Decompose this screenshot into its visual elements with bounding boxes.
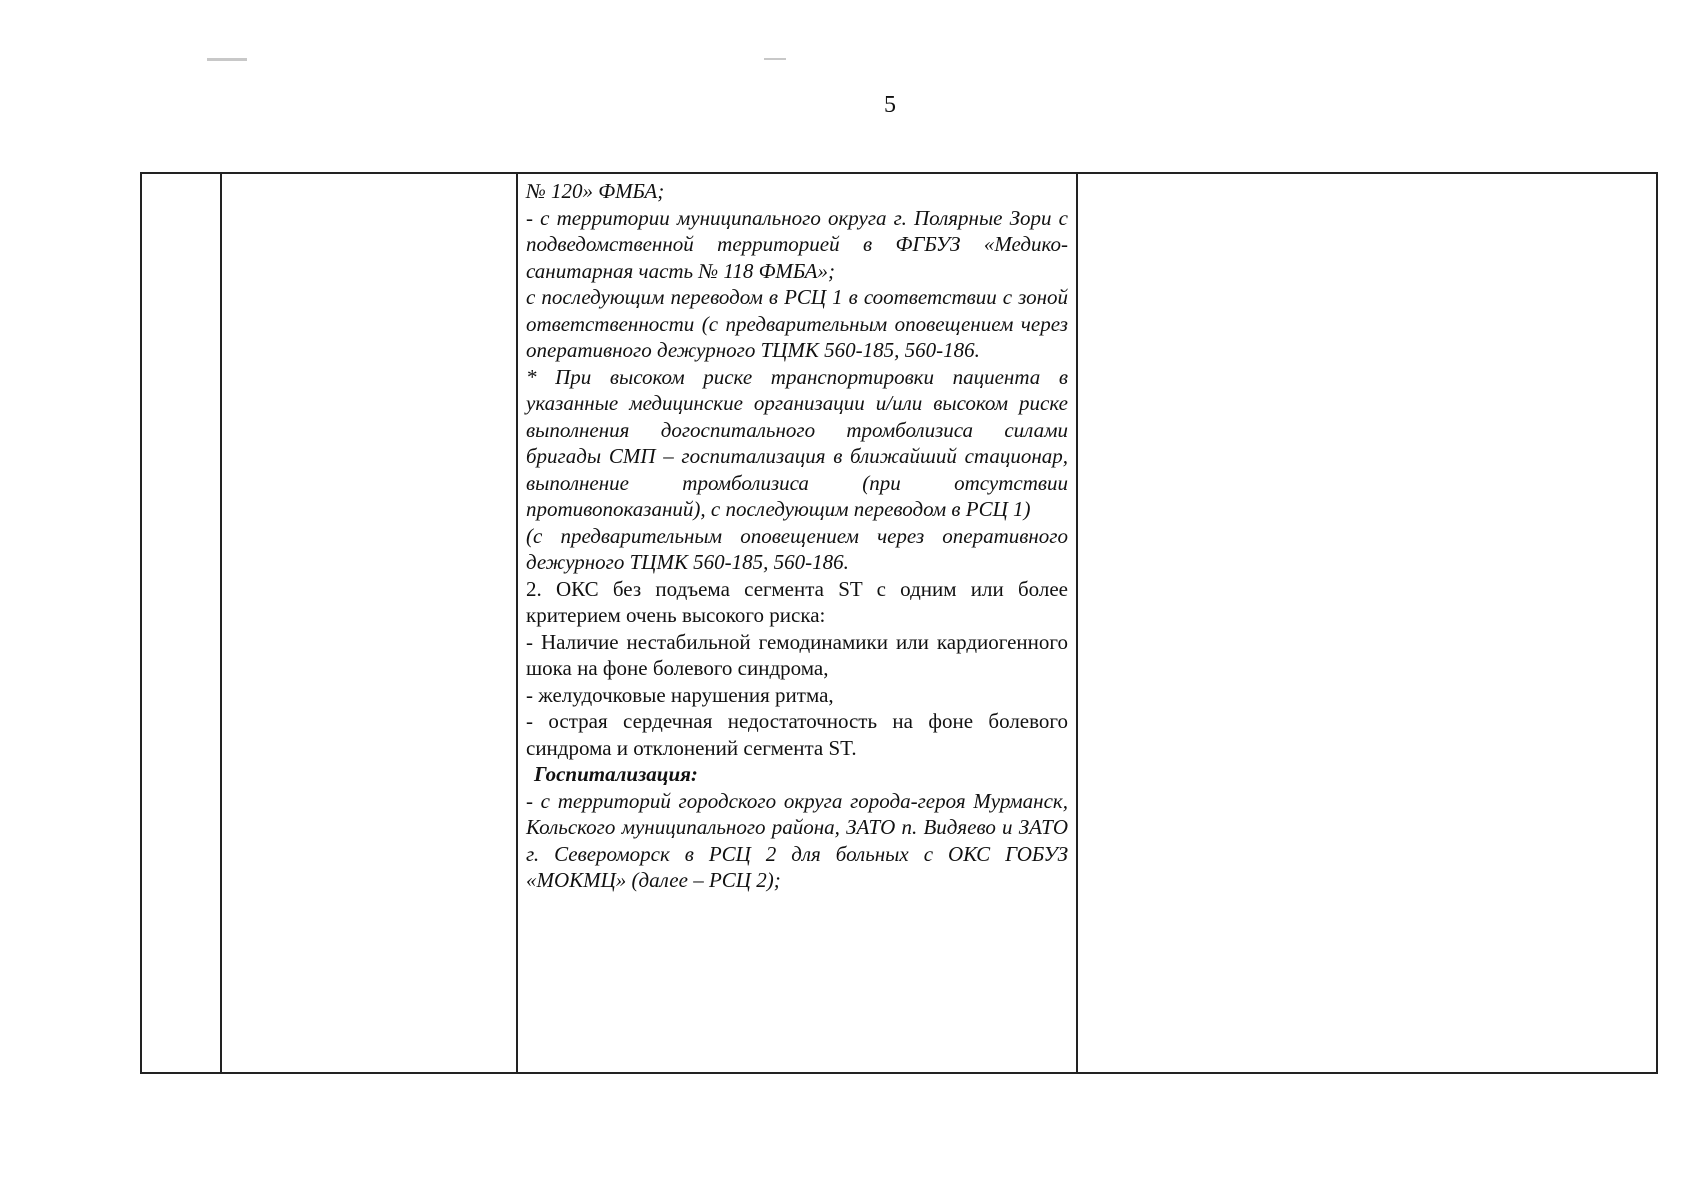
paragraph: (с предварительным оповещением через оперативного дежурного ТЦМК 560-185, 560-186. <box>526 523 1068 574</box>
paragraph: - Наличие нестабильной гемодинамики или кардиогенного шока на фоне болевого синдрома, <box>526 629 1068 680</box>
paragraph: - желудочковые нарушения ритма, <box>526 682 834 707</box>
table-cell-condition <box>221 173 517 1073</box>
table-cell-notes <box>1077 173 1657 1073</box>
paragraph: - острая сердечная недостаточность на фоне болевого синдрома и отклонений сегмента ST. <box>526 709 1068 760</box>
table-cell-number <box>141 173 221 1073</box>
paragraph: - с территорий городского округа города-героя Мурманск, Кольского муниципального района, ЗАТО п. Видяево и ЗАТО г. Североморск в РСЦ 2 для больных с ОКС ГОБУЗ «МОКМЦ» (далее – РСЦ 2); <box>526 788 1068 892</box>
paragraph: № 120» ФМБА; <box>526 179 665 203</box>
paragraph: - с территории муниципального округа г. Полярные Зори с подведомственной территорией в ФГБУЗ «Медико-санитарная часть № 118 ФМБА»; <box>526 205 1068 283</box>
paragraph: 2. ОКС без подъема сегмента ST с одним или более критерием очень высокого риска: <box>526 576 1068 627</box>
scan-artifact-left <box>207 58 247 61</box>
table-row <box>141 173 1657 1073</box>
paragraph: с последующим переводом в РСЦ 1 в соответствии с зоной ответственности (с предварительным оповещением через оперативного дежурного ТЦМК 560-185, 560-186. <box>526 285 1068 362</box>
paragraph: * При высоком риске транспортировки пациента в указанные медицинские организации и/или высоком риске выполнения догоспитального тромболизиса силами бригады СМП – госпитализация в ближайший стационар, выполнение тромболизиса (при отсутствии противопоказаний), с последующим переводом в РСЦ 1) <box>526 364 1068 521</box>
table-cell-routing <box>517 173 1077 1073</box>
scan-artifact-center <box>764 58 786 60</box>
page-number: 5 <box>884 92 896 118</box>
section-heading: Госпитализация: <box>534 762 698 786</box>
content-table <box>140 172 1658 1074</box>
